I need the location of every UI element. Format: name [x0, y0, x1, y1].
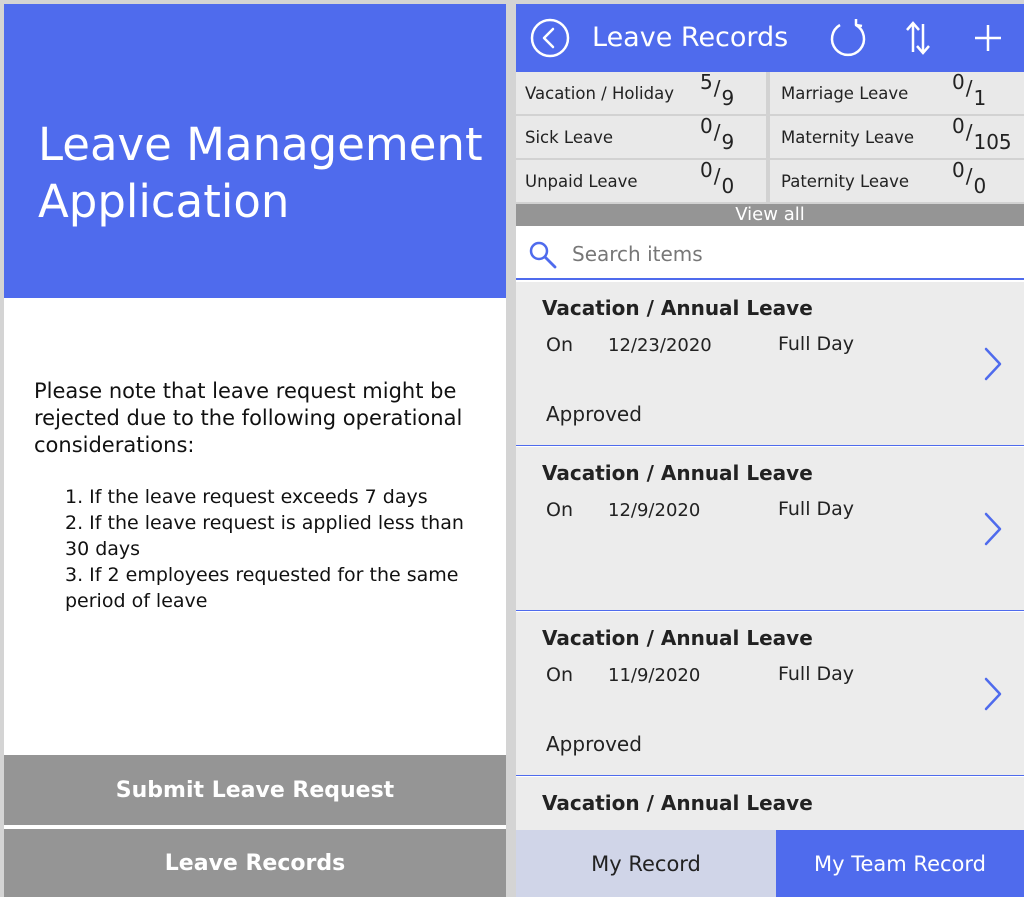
balance-total: 1 [973, 86, 987, 110]
balance-total: 0 [721, 174, 735, 198]
leave-records-screen [516, 4, 1024, 897]
balance-label: Marriage Leave [781, 84, 909, 103]
record-date: 12/9/2020 [608, 500, 701, 521]
record-duration: Full Day [778, 498, 855, 520]
balance-total: 9 [721, 86, 735, 110]
search-icon [528, 240, 558, 270]
balance-maternity [770, 116, 1024, 158]
rule-item: 3. If 2 employees requested for the same period of leave [65, 564, 459, 612]
page-title: Leave Records [592, 22, 789, 53]
balance-value: 5/9 [700, 70, 735, 110]
record-on-label: On [546, 499, 573, 521]
balance-used: 5 [700, 70, 713, 94]
balance-label: Sick Leave [525, 128, 614, 147]
title-banner [4, 4, 506, 298]
leave-records-button[interactable]: Leave Records [4, 829, 506, 897]
chevron-right-icon[interactable] [982, 511, 1004, 547]
balance-value: 0/0 [952, 158, 987, 198]
record-status: Approved [546, 402, 642, 426]
balance-unpaid [516, 160, 766, 202]
balance-vacation-holiday [516, 72, 766, 114]
intro-panel [4, 4, 506, 897]
record-type: Vacation / Annual Leave [542, 626, 813, 650]
record-duration: Full Day [778, 333, 855, 355]
search-input[interactable] [572, 238, 1002, 270]
balance-value: 0/9 [700, 114, 735, 154]
record-date: 11/9/2020 [608, 665, 701, 686]
leave-balances [516, 72, 1024, 204]
balance-used: 0 [700, 158, 713, 182]
balance-label: Unpaid Leave [525, 172, 638, 191]
app-title: Leave Management Application [38, 118, 483, 228]
record-type: Vacation / Annual Leave [542, 296, 813, 320]
back-icon[interactable] [530, 18, 570, 58]
balance-used: 0 [700, 114, 713, 138]
header-bar [516, 4, 1024, 72]
search-bar [516, 228, 1024, 280]
record-date: 12/23/2020 [608, 335, 712, 356]
rule-item: 1. If the leave request exceeds 7 days [65, 486, 428, 508]
balance-value: 0/1 [952, 70, 987, 110]
record-status: Approved [546, 732, 642, 756]
leave-record-item[interactable] [516, 447, 1024, 611]
tab-my-record[interactable]: My Record [516, 830, 776, 897]
balance-paternity [770, 160, 1024, 202]
chevron-right-icon[interactable] [982, 346, 1004, 382]
balance-used: 0 [952, 114, 965, 138]
leave-record-item[interactable] [516, 282, 1024, 446]
record-on-label: On [546, 664, 573, 686]
sort-icon[interactable] [904, 20, 932, 56]
balance-used: 0 [952, 70, 965, 94]
balance-used: 0 [952, 158, 965, 182]
rules-list [65, 484, 485, 614]
record-on-label: On [546, 334, 573, 356]
submit-leave-request-button[interactable]: Submit Leave Request [4, 755, 506, 825]
view-all-button[interactable]: View all [516, 204, 1024, 226]
refresh-icon[interactable] [828, 19, 868, 59]
balance-sick [516, 116, 766, 158]
balance-value: 0/105 [952, 114, 1012, 154]
balance-total: 9 [721, 130, 735, 154]
balance-total: 0 [973, 174, 987, 198]
balance-marriage [770, 72, 1024, 114]
rule-item: 2. If the leave request is applied less than 30 days [65, 512, 464, 560]
tab-my-team-record[interactable]: My Team Record [776, 830, 1024, 897]
balance-total: 105 [973, 130, 1012, 154]
chevron-right-icon[interactable] [982, 676, 1004, 712]
record-type: Vacation / Annual Leave [542, 461, 813, 485]
notice-text: Please note that leave request might be rejected due to the following operational considerations: [34, 379, 463, 457]
balance-label: Maternity Leave [781, 128, 915, 147]
add-icon[interactable] [972, 22, 1004, 54]
balance-label: Vacation / Holiday [525, 84, 674, 103]
balance-value: 0/0 [700, 158, 735, 198]
record-duration: Full Day [778, 663, 855, 685]
leave-record-item[interactable] [516, 612, 1024, 776]
record-type: Vacation / Annual Leave [542, 791, 813, 815]
balance-label: Paternity Leave [781, 172, 910, 191]
